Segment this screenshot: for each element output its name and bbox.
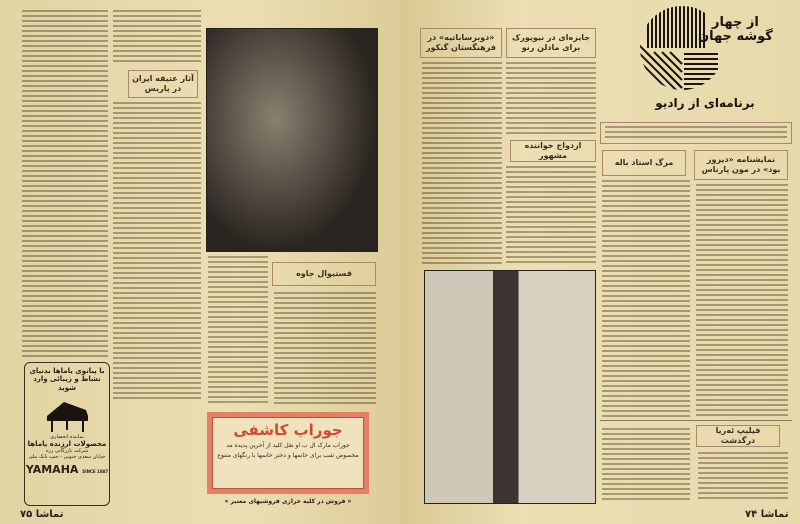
sock-ad-line: جوراب مارک ال ب او نقل کلید از آخرین پدیده مد xyxy=(226,442,350,449)
javanese-dancers-photo xyxy=(206,28,378,252)
sock-ad-line: مخصوص شب برای خانمها و دختر خانمها با رنگهای متنوع xyxy=(217,452,359,459)
article-heading-philippe: فیلیپ ئه‌ریا درگذشت xyxy=(696,425,780,447)
divider xyxy=(600,420,792,421)
body-text-column xyxy=(274,292,376,404)
right-page xyxy=(400,0,800,524)
intro-box xyxy=(600,122,792,144)
sock-ad-title: جوراب کاشفی xyxy=(233,421,343,439)
grand-piano-icon xyxy=(42,398,92,434)
sock-ad[interactable] xyxy=(207,412,369,494)
article-heading-festival: فستیوال جاوه xyxy=(272,262,376,286)
yamaha-products: محصولات ارزنده یاماها xyxy=(27,440,107,449)
importer-label: نماینده انحصاری xyxy=(50,434,84,441)
yamaha-company: شرکت بازرگانی رزه xyxy=(45,448,89,455)
body-text-column xyxy=(113,102,201,402)
section-logo-text: از چهار گوشه جهان xyxy=(698,15,773,45)
body-text-column xyxy=(208,256,268,404)
article-heading-ballet: مرگ استاد باله xyxy=(602,150,686,176)
body-text-column xyxy=(22,10,108,360)
article-heading-antiques: آثار عتیقه ایران در پاریس xyxy=(128,70,198,98)
body-text-column xyxy=(506,62,596,134)
body-text-column xyxy=(602,180,690,418)
yamaha-headline: با پیانوی یاماها بدنیای نشاط و زیبائی وارد شوید xyxy=(29,367,105,392)
wedding-photo xyxy=(424,270,596,504)
article-heading-prize: جایزه‌ای در نیویورک برای مادلن رنو xyxy=(506,28,596,58)
body-text-column xyxy=(422,62,502,264)
article-heading-play: نمایشنامه «دیروز بود» در مون پارناس xyxy=(694,150,788,180)
section-logo xyxy=(638,4,788,92)
page-footer: تماشا ۷۴ xyxy=(745,509,789,520)
body-text-column xyxy=(698,452,788,502)
article-heading-marriage: ازدواج خواننده مشهور xyxy=(510,140,596,162)
yamaha-logo: YAMAHA SINCE 1887 xyxy=(25,463,109,477)
page-footer: تماشا ۷۵ xyxy=(20,509,64,520)
body-text-column xyxy=(602,428,690,500)
article-heading-dubarry: «دوبرساباتیه» در فرهنگستان گنکور xyxy=(420,28,502,58)
sock-ad-caption: « فروش در کلیه خرازی فروشیهای معتبر » xyxy=(224,498,352,505)
section-title: برنامه‌ای از رادیو xyxy=(655,96,755,110)
yamaha-address: خیابان سعدی جنوبی - جنب بانک ملی xyxy=(28,454,106,461)
body-text-column xyxy=(113,10,201,65)
yamaha-ad[interactable] xyxy=(24,362,110,506)
body-text-column xyxy=(696,184,788,418)
body-text-column xyxy=(506,166,596,264)
